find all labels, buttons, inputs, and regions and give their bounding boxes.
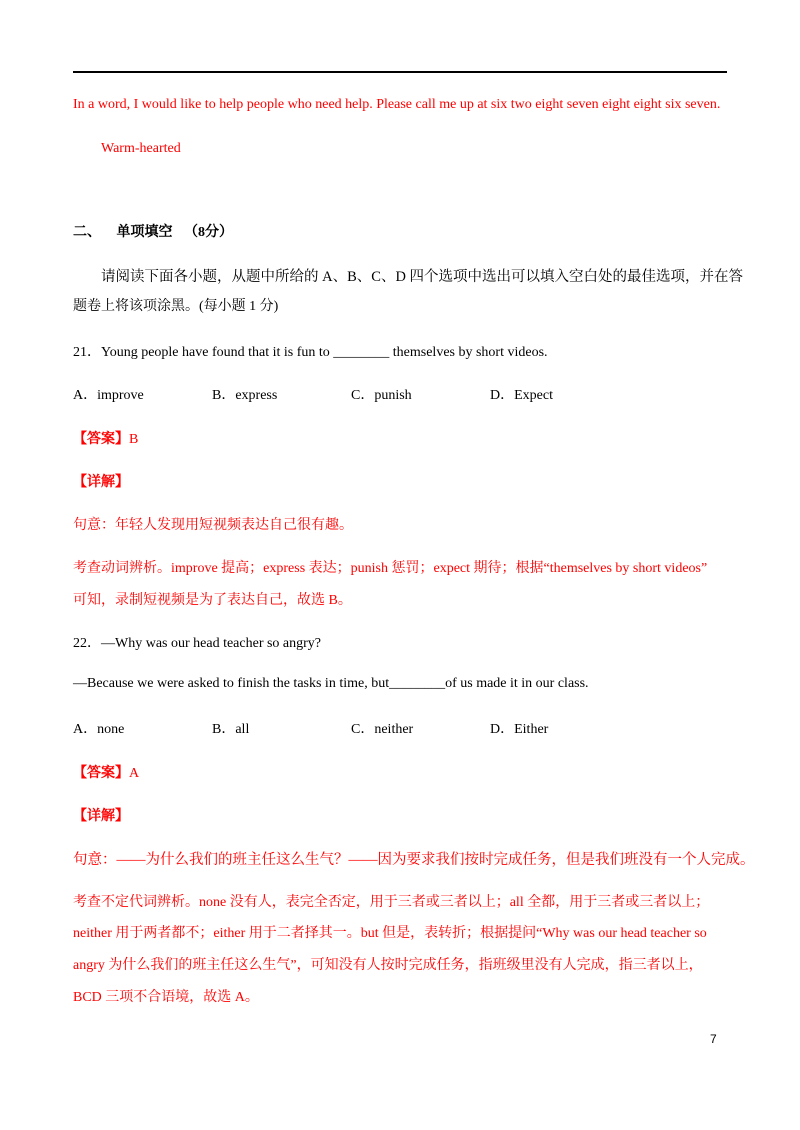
question-21-explain-line3: 可知，录制短视频是为了表达自己，故选 B。 bbox=[73, 593, 352, 608]
question-22-explain-line4: angry 为什么我们的班主任这么生气”，可知没有人按时完成任务，指班级里没有人完成，指三者以上， bbox=[73, 958, 703, 973]
question-22-detail-label: 【详解】 bbox=[73, 809, 129, 824]
question-21-explain-line1: 句意：年轻人发现用短视频表达自己很有趣。 bbox=[73, 518, 353, 533]
question-22-option-c: C．neither bbox=[351, 722, 414, 737]
answer-value: B bbox=[129, 432, 139, 447]
question-21-stem: 21．Young people have found that it is fun to ________ themselves by short videos. bbox=[73, 345, 548, 360]
question-21-option-b: B．express bbox=[212, 388, 278, 403]
question-22-option-d: D．Either bbox=[490, 722, 549, 737]
question-22-explain-line1: 句意：——为什么我们的班主任这么生气？——因为要求我们按时完成任务，但是我们班没有一个人完成。 bbox=[73, 852, 755, 868]
prev-answer-line1: In a word, I would like to help people who need help. Please call me up at six two eight seven eight eight six seven. bbox=[73, 97, 721, 112]
question-21-option-c: C．punish bbox=[351, 388, 412, 403]
section-title: 单项填空 bbox=[116, 225, 173, 240]
question-22-option-b: B．all bbox=[212, 722, 250, 737]
section-heading bbox=[73, 221, 233, 241]
question-22-option-a: A．none bbox=[73, 722, 125, 737]
header-rule bbox=[73, 71, 727, 73]
section-score: （8分） bbox=[184, 225, 233, 240]
question-21-option-a: A．improve bbox=[73, 388, 144, 403]
section-instruction-line1: 请阅读下面各小题，从题中所给的 A、B、C、D 四个选项中选出可以填入空白处的最佳选项，并在答 bbox=[101, 269, 744, 285]
question-22-explain-line5: BCD 三项不合语境，故选 A。 bbox=[73, 990, 259, 1005]
page-number: 7 bbox=[710, 1032, 717, 1046]
question-21-detail-label: 【详解】 bbox=[73, 475, 129, 490]
question-22-stem: 22．—Why was our head teacher so angry? bbox=[73, 636, 322, 651]
question-21-option-d: D．Expect bbox=[490, 388, 553, 403]
question-21-explain-line2: 考查动词辨析。improve 提高；express 表达；punish 惩罚；expect 期待；根据“themselves by short videos” bbox=[73, 561, 708, 576]
question-22-answer bbox=[73, 762, 139, 782]
question-21-answer bbox=[73, 428, 138, 448]
section-number: 二、 bbox=[73, 225, 101, 240]
question-22-stem2: —Because we were asked to finish the tasks in time, but________of us made it in our class. bbox=[73, 676, 589, 691]
answer-value: A bbox=[129, 766, 140, 781]
answer-label: 【答案】 bbox=[73, 432, 129, 447]
question-22-explain-line3: neither 用于两者都不；either 用于二者择其一。but 但是，表转折；根据提问“Why was our head teacher so bbox=[73, 926, 707, 941]
prev-answer-line2: Warm-hearted bbox=[101, 141, 181, 156]
question-22-explain-line2: 考查不定代词辨析。none 没有人，表完全否定，用于三者或三者以上；all 全都，用于三者或三者以上； bbox=[73, 895, 710, 910]
answer-label: 【答案】 bbox=[73, 766, 129, 781]
section-instruction-line2: 题卷上将该项涂黑。(每小题 1 分) bbox=[73, 299, 279, 314]
